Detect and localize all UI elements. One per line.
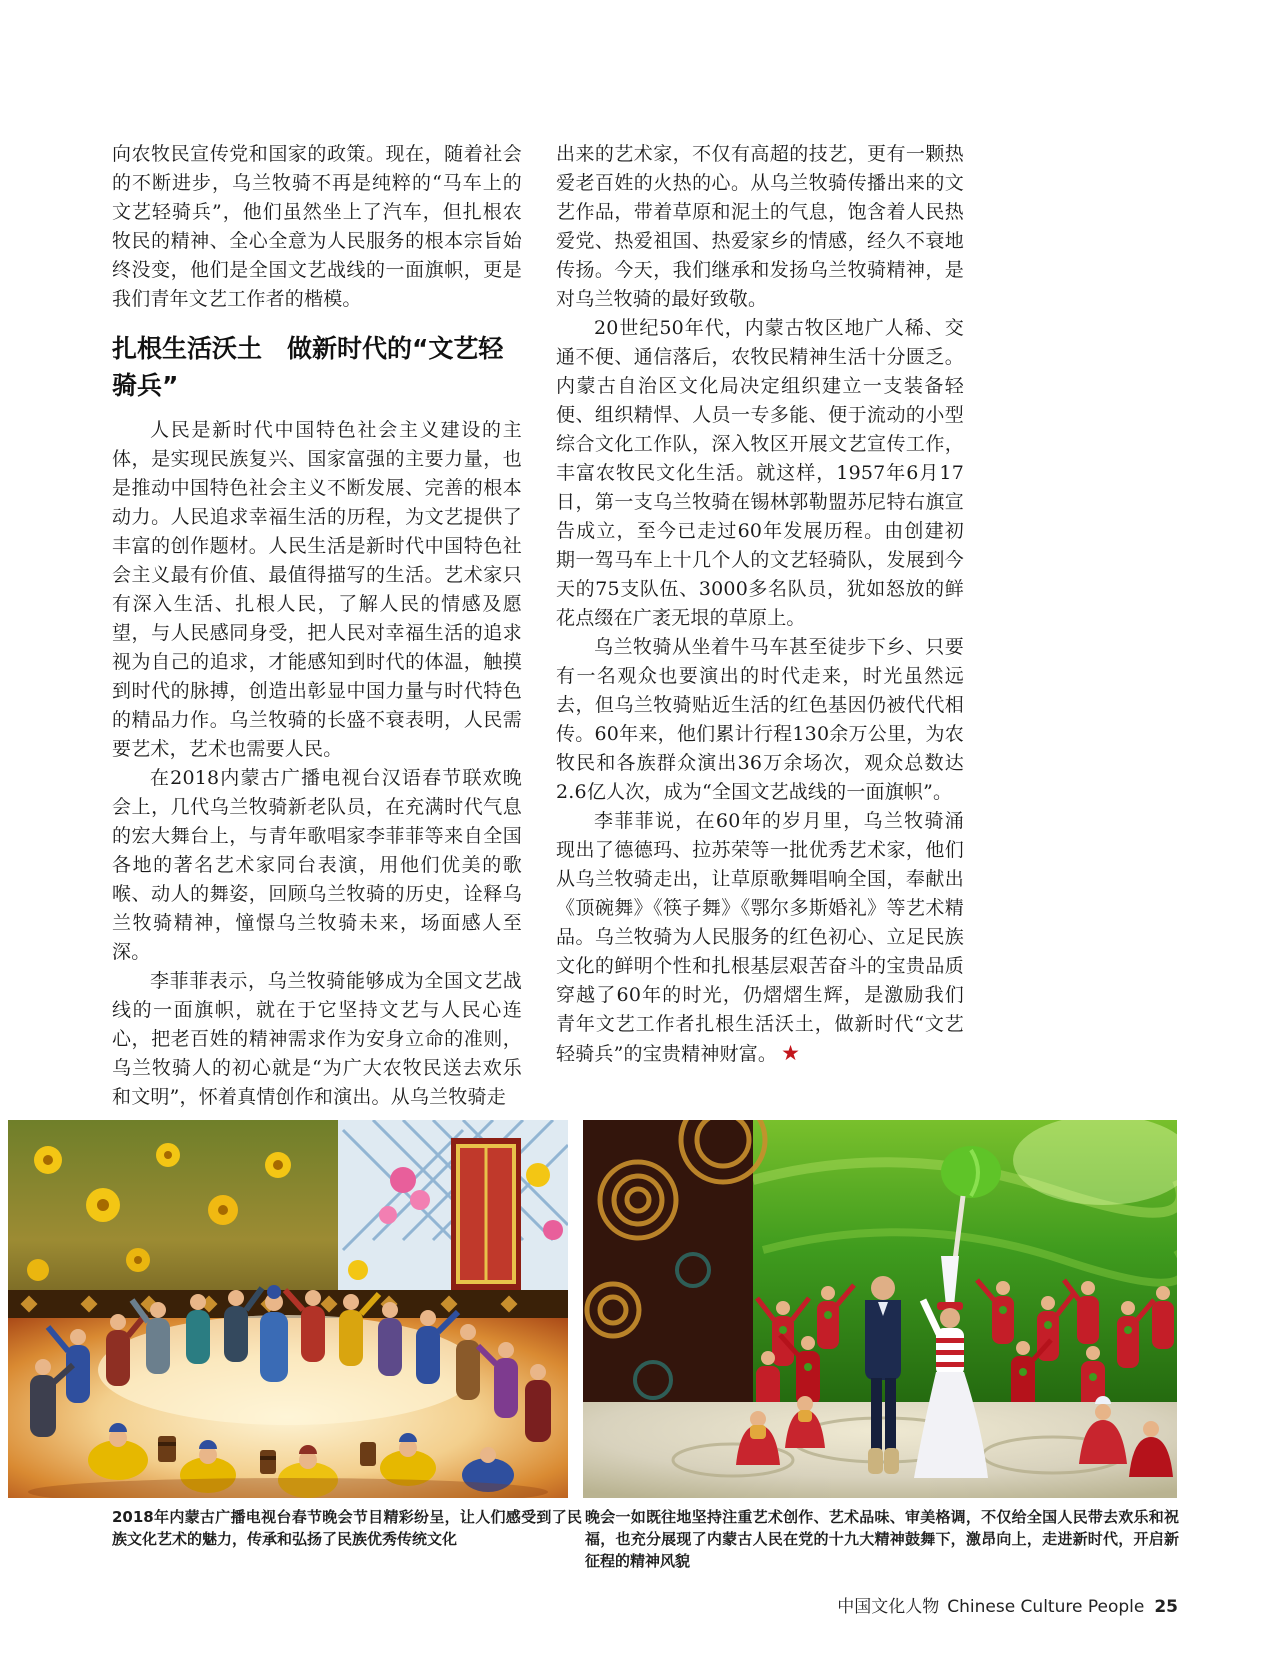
article-column-right [556, 140, 964, 1069]
section-heading: 扎根生活沃土 做新时代的“文艺轻骑兵” [112, 334, 504, 400]
paragraph: 李菲菲表示，乌兰牧骑能够成为全国文艺战线的一面旗帜，就在于它坚持文艺与人民心连心，把老百姓的精神需求作为安身立命的准则，乌兰牧骑人的初心就是“为广大农牧民送去欢乐和文明”，怀着真情创作和演出。从乌兰牧骑走 [112, 970, 522, 1108]
page-footer [837, 1592, 1178, 1617]
right-stage-photo [583, 1120, 1177, 1498]
left-stage-photo-art [8, 1120, 568, 1498]
photo-caption-left: 2018年内蒙古广播电视台春节晚会节目精彩纷呈，让人们感受到了民族文化艺术的魅力，传承和弘扬了民族优秀传统文化 [112, 1508, 582, 1548]
article-end-star-icon: ★ [781, 1041, 801, 1065]
right-stage-photo-art [583, 1120, 1177, 1498]
paragraph [556, 807, 964, 1069]
paragraph-text: 李菲菲说，在60年的岁月里，乌兰牧骑涌现出了德德玛、拉苏荣等一批优秀艺术家，他们从乌兰牧骑走出，让草原歌舞唱响全国，奉献出《顶碗舞》《筷子舞》《鄂尔多斯婚礼》等艺术精品。乌兰牧骑为人民服务的红色初心、立足民族文化的鲜明个性和扎根基层艰苦奋斗的宝贵品质穿越了60年的时光，仍熠熠生辉，是激励我们青年文艺工作者扎根生活沃土，做新时代“文艺轻骑兵”的宝贵精神财富。 [556, 810, 964, 1065]
article-column-left [112, 140, 522, 1112]
photo-caption-right: 晚会一如既往地坚持注重艺术创作、艺术品味、审美格调，不仅给全国人民带去欢乐和祝福，也充分展现了内蒙古人民在党的十九大精神鼓舞下，激昂向上，走进新时代，开启新征程的精神风貌 [585, 1508, 1179, 1570]
paragraph: 20世纪50年代，内蒙古牧区地广人稀、交通不便、通信落后，农牧民精神生活十分匮乏。内蒙古自治区文化局决定组织建立一支装备轻便、组织精悍、人员一专多能、便于流动的小型综合文化工作队，深入牧区开展文艺宣传工作，丰富农牧民文化生活。就这样，1957年6月17日，第一支乌兰牧骑在锡林郭勒盟苏尼特右旗宣告成立，至今已走过60年发展历程。由创建初期一驾马车上十几个人的文艺轻骑队，发展到今天的75支队伍、3000多名队员，犹如怒放的鲜花点缀在广袤无垠的草原上。 [556, 317, 964, 629]
paragraph: 向农牧民宣传党和国家的政策。现在，随着社会的不断进步，乌兰牧骑不再是纯粹的“马车上的文艺轻骑兵”，他们虽然坐上了汽车，但扎根农牧民的精神、全心全意为人民服务的根本宗旨始终没变，他们是全国文艺战线的一面旗帜，更是我们青年文艺工作者的楷模。 [112, 143, 522, 310]
journal-name-en: Chinese Culture People [947, 1597, 1145, 1617]
page-number: 25 [1154, 1597, 1178, 1617]
paragraph: 在2018内蒙古广播电视台汉语春节联欢晚会上，几代乌兰牧骑新老队员，在充满时代气息的宏大舞台上，与青年歌唱家李菲菲等来自全国各地的著名艺术家同台表演，用他们优美的歌喉、动人的舞姿，回顾乌兰牧骑的历史，诠释乌兰牧骑精神，憧憬乌兰牧骑未来，场面感人至深。 [112, 767, 522, 963]
journal-name-cn: 中国文化人物 [837, 1597, 940, 1617]
paragraph: 出来的艺术家，不仅有高超的技艺，更有一颗热爱老百姓的火热的心。从乌兰牧骑传播出来的文艺作品，带着草原和泥土的气息，饱含着人民热爱党、热爱祖国、热爱家乡的情感，经久不衰地传扬。今天，我们继承和发扬乌兰牧骑精神，是对乌兰牧骑的最好致敬。 [556, 143, 964, 310]
left-stage-photo [8, 1120, 568, 1498]
paragraph: 人民是新时代中国特色社会主义建设的主体，是实现民族复兴、国家富强的主要力量，也是推动中国特色社会主义不断发展、完善的根本动力。人民追求幸福生活的历程，为文艺提供了丰富的创作题材。人民生活是新时代中国特色社会主义最有价值、最值得描写的生活。艺术家只有深入生活、扎根人民，了解人民的情感及愿望，与人民感同身受，把人民对幸福生活的追求视为自己的追求，才能感知到时代的体温，触摸到时代的脉搏，创造出彰显中国力量与时代特色的精品力作。乌兰牧骑的长盛不衰表明，人民需要艺术，艺术也需要人民。 [112, 419, 522, 760]
paragraph: 乌兰牧骑从坐着牛马车甚至徒步下乡、只要有一名观众也要演出的时代走来，时光虽然远去，但乌兰牧骑贴近生活的红色基因仍被代代相传。60年来，他们累计行程130余万公里，为农牧民和各族群众演出36万余场次，观众总数达2.6亿人次，成为“全国文艺战线的一面旗帜”。 [556, 636, 964, 803]
